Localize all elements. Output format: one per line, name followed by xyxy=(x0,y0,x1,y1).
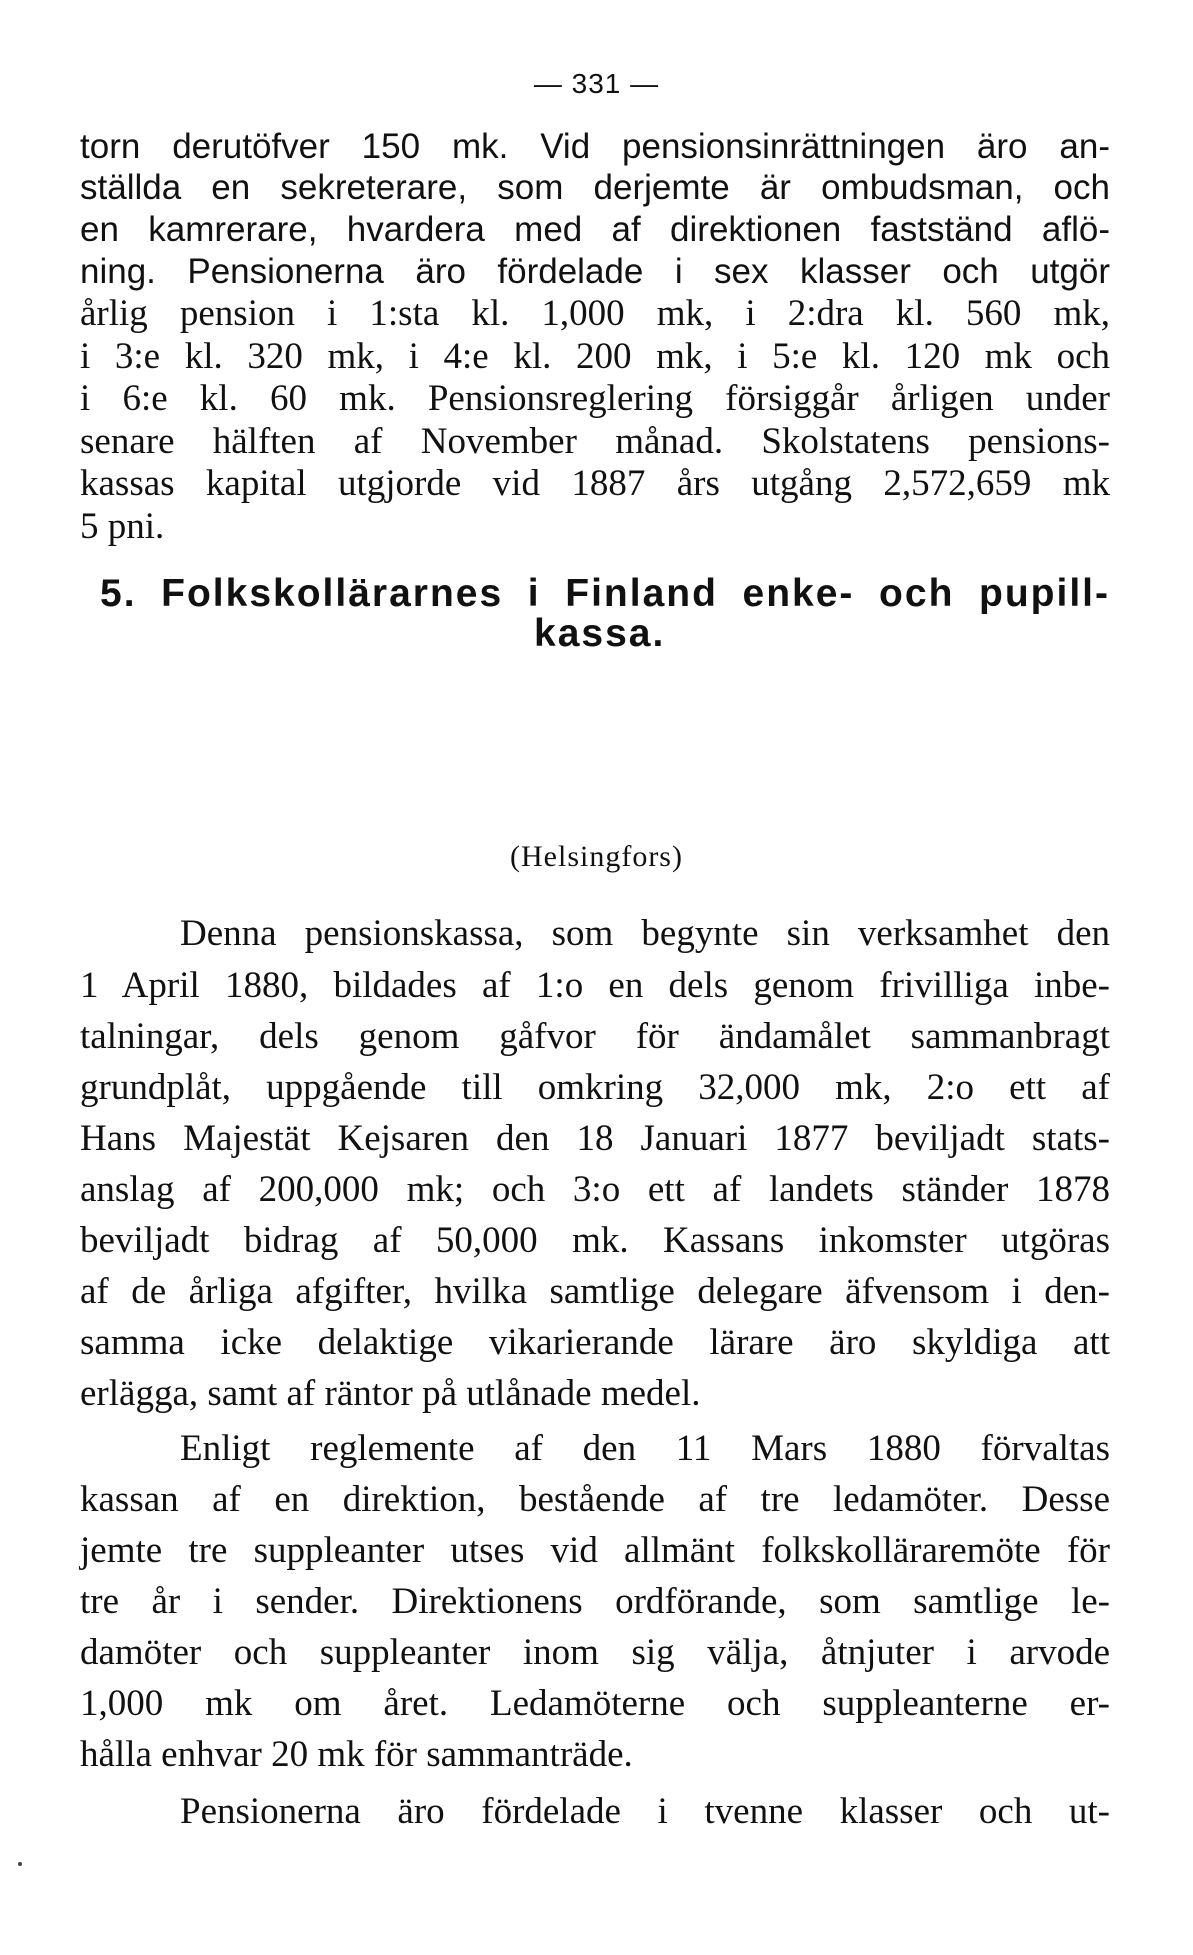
text-line: ställda en sekreterare, som derjemte är ombudsman, och xyxy=(80,168,1110,207)
place-subtitle: (Helsingfors) xyxy=(510,840,683,873)
text-line: grundplåt, uppgående till omkring 32,000 mk, 2:o ett af xyxy=(80,1067,1110,1108)
text-line: ning. Pensionerna äro fördelade i sex klasser och utgör xyxy=(80,252,1110,291)
text-line: talningar, dels genom gåfvor för ändamålet sammanbragt xyxy=(80,1016,1110,1057)
text-line: senare hälften af November månad. Skolstatens pensions- xyxy=(80,421,1110,462)
text-line: Enligt reglemente af den 11 Mars 1880 förvaltas xyxy=(180,1428,1110,1469)
text-line: 1 April 1880, bildades af 1:o en dels genom frivilliga inbe- xyxy=(80,965,1110,1006)
text-line: Pensionerna äro fördelade i tvenne klasser och ut- xyxy=(180,1791,1110,1832)
text-line: kassan af en direktion, bestående af tre ledamöter. Desse xyxy=(80,1479,1110,1520)
text-line: samma icke delaktige vikarierande lärare äro skyldiga att xyxy=(80,1322,1110,1363)
text-line: damöter och suppleanter inom sig välja, åtnjuter i arvode xyxy=(80,1632,1110,1673)
print-speck xyxy=(18,1862,22,1866)
text-line: torn derutöfver 150 mk. Vid pensionsinrättningen äro an- xyxy=(80,127,1110,166)
text-line: i 6:e kl. 60 mk. Pensionsreglering försiggår årligen under xyxy=(80,378,1110,419)
text-line: 5 pni. xyxy=(80,506,165,547)
text-line: hålla enhvar 20 mk för sammanträde. xyxy=(80,1734,633,1775)
text-line: Hans Majestät Kejsaren den 18 Januari 1877 beviljadt stats- xyxy=(80,1118,1110,1159)
text-line: kassas kapital utgjorde vid 1887 års utgång 2,572,659 mk xyxy=(80,463,1110,504)
text-line: Denna pensionskassa, som begynte sin verksamhet den xyxy=(180,913,1110,954)
text-line: i 3:e kl. 320 mk, i 4:e kl. 200 mk, i 5:e kl. 120 mk och xyxy=(80,336,1110,377)
text-line: anslag af 200,000 mk; och 3:o ett af landets ständer 1878 xyxy=(80,1169,1110,1210)
page-number: — 331 — xyxy=(533,68,660,99)
text-line: jemte tre suppleanter utses vid allmänt folkskolläraremöte för xyxy=(80,1530,1110,1571)
text-line: 1,000 mk om året. Ledamöterne och suppleanterne er- xyxy=(80,1683,1110,1724)
text-line: erlägga, samt af räntor på utlånade medel. xyxy=(80,1373,701,1414)
section-heading: 5. Folkskollärarnes i Finland enke- och pupill- xyxy=(100,572,1110,615)
text-line: tre år i sender. Direktionens ordförande, som samtlige le- xyxy=(80,1581,1110,1622)
text-line: årlig pension i 1:sta kl. 1,000 mk, i 2:dra kl. 560 mk, xyxy=(80,293,1110,334)
section-heading-continuation: kassa. xyxy=(534,612,666,655)
text-line: beviljadt bidrag af 50,000 mk. Kassans inkomster utgöras xyxy=(80,1220,1110,1261)
text-line: af de årliga afgifter, hvilka samtlige delegare äfvensom i den- xyxy=(80,1271,1110,1312)
text-line: en kamrerare, hvardera med af direktionen fastständ aflö- xyxy=(80,210,1110,249)
